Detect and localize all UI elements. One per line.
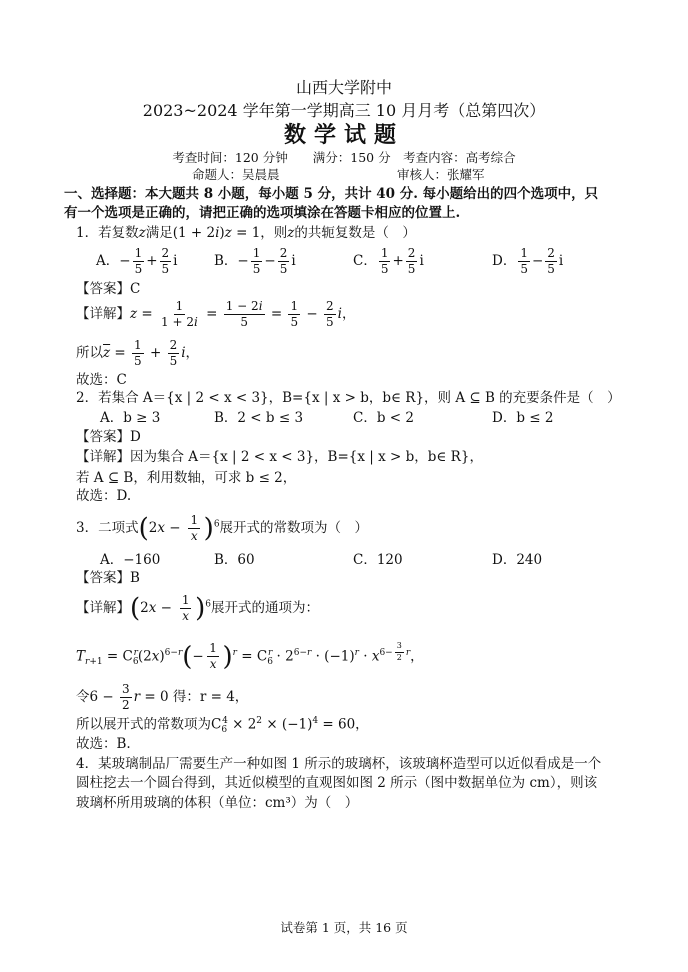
q4-line2: 圆柱挖去一个圆台得到，其近似模型的直观图如图 2 所示（图中数据单位为 cm），则该: [76, 775, 598, 791]
q2-option-c: C．b < 2: [353, 410, 414, 426]
q1-stem: 1．若复数z满足(1 + 2i)z = 1，则z的共轭复数是（ ）: [76, 225, 416, 241]
section-heading-line1: 一、选择题：本大题共 8 小题，每小题 5 分，共计 40 分. 每小题给出的四个选项中，只: [64, 186, 599, 202]
q3-stem: 3．二项式(2x − $\frac{1}{x}$ )$^6$展开式的常数项为（ ）: [76, 513, 369, 544]
q3-option-a: A．−160: [100, 552, 161, 568]
q2-answer: 【答案】D: [76, 429, 141, 445]
q3-constant: 所以展开式的常数项为$C_6^4 \times 2^2 \times (-1)^4 = 60$，: [76, 716, 369, 736]
exam-reviewer: 审核人：张耀军: [397, 167, 485, 182]
q3-option-d: D．240: [492, 552, 543, 568]
q3-option-b: B．60: [214, 552, 255, 568]
q4-line1: 4．某玻璃制品厂需要生产一种如图 1 所示的玻璃杯，该玻璃杯造型可以近似看成是一个: [76, 756, 602, 772]
q1-detail: 【详解】z = $\frac{1}{1 + 2i}$ = $\frac{1 - 2i}{5}$ = $\frac{1}{5}$ − $\frac{2}{5}$ i，: [76, 299, 356, 330]
q2-option-a: A．b ≥ 3: [100, 410, 161, 426]
section-heading-line2: 有一个选项是正确的，请把正确的选项填涂在答题卡相应的位置上.: [64, 205, 461, 221]
q3-general-term: $T_{r+1} = C_6^r(2x)^{6-r}(-$ $\frac{1}{x}$ )$^r = C_6^r \cdot 2^{6-r} \cdot (-1)^r \cdot x^{6- \frac{3}{2} r}$，: [76, 641, 424, 672]
q4-line3: 玻璃杯所用玻璃的体积（单位：cm³）为（ ）: [76, 795, 359, 811]
q3-detail: 【详解】(2x − $\frac{1}{x}$ )$^6$展开式的通项为：: [76, 593, 319, 624]
exam-title: 2023~2024 学年第一学期高三 10 月月考（总第四次）: [142, 101, 546, 120]
exam-author: 命题人：吴晨晨: [192, 167, 280, 182]
q1-answer: 【答案】C: [76, 281, 141, 297]
q1-option-b: B．− $\frac{1}{5}$ − $\frac{2}{5}$ i: [214, 246, 296, 277]
q3-let: 令6 − $\frac{3}{2}$ r = 0 得：r = 4，: [76, 682, 249, 713]
q1-option-d: D． $\frac{1}{5}$ − $\frac{2}{5}$ i: [492, 246, 564, 277]
q2-option-b: B．2 < b ≤ 3: [214, 410, 304, 426]
q2-stem: 2．若集合 A＝{x | 2 < x < 3}，B={x | x > b，b∈ R}，则 A ⊆ B 的充要条件是（ ）: [76, 390, 621, 406]
q1-conjugate: 所以$\overline{z}$ = $\frac{1}{5}$ + $\frac{2}{5}$ i，: [76, 338, 200, 369]
q2-option-d: D．b ≤ 2: [492, 410, 554, 426]
q3-answer: 【答案】B: [76, 570, 140, 586]
q2-detail: 【详解】因为集合 A＝{x | 2 < x < 3}，B={x | x > b，b∈ R}，: [76, 449, 483, 465]
exam-info: 考查时间：120 分钟 满分：150 分 考查内容：高考综合: [172, 150, 516, 165]
school-name: 山西大学附中: [295, 78, 392, 97]
q2-detail-2: 若 A ⊆ B，利用数轴，可求 b ≤ 2，: [76, 470, 297, 486]
q1-choose: 故选：C: [76, 372, 127, 388]
q1-option-c: C． $\frac{1}{5}$ + $\frac{2}{5}$ i: [353, 246, 424, 277]
q1-option-a: A．− $\frac{1}{5}$ + $\frac{2}{5}$ i: [96, 246, 178, 277]
subject-title: 数学试题: [283, 122, 404, 148]
q3-option-c: C．120: [353, 552, 403, 568]
q3-choose: 故选：B.: [76, 736, 131, 752]
page-footer: 试卷第 1 页，共 16 页: [280, 920, 408, 935]
q2-choose: 故选：D.: [76, 488, 132, 504]
